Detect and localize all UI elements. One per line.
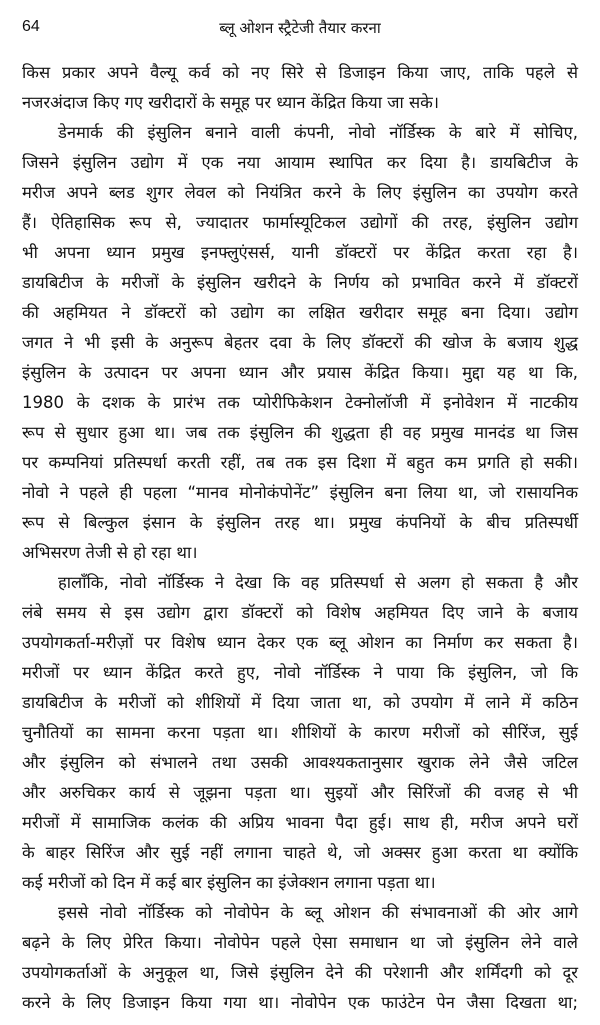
text-line: डायबिटीज के मरीजों के इंसुलिन खरीदने के निर्णय को प्रभावित करने में डॉक्टरों <box>22 273 578 292</box>
text-line: जगत ने भी इसी के अनुरूप बेहतर दवा के लिए डॉक्टरों की खोज के बजाय शुद्ध <box>22 333 578 352</box>
text-line: पर कम्पनियां प्रतिस्पर्धा करती रहीं, तब तक इस दिशा में बहुत कम प्रगति हो सकी। <box>22 453 578 472</box>
running-title: ब्लू ओशन स्ट्रैटेजी तैयार करना <box>219 19 381 37</box>
text-line: अभिसरण तेजी से हो रहा था। <box>22 543 198 562</box>
text-line: उपयोगकर्ताओं के अनुकूल था, जिसे इंसुलिन देने की परेशानी और शर्मिंदगी को दूर <box>22 963 578 982</box>
text-line: और इंसुलिन को संभालने तथा उसकी आवश्यकतानुसार खुराक लेने जैसे जटिल <box>22 753 578 772</box>
text-line: मरीजों में सामाजिक कलंक की अप्रिय भावना पैदा हुई। साथ ही, मरीज अपने घरों <box>22 813 578 832</box>
page-number: 64 <box>22 18 40 35</box>
text-line: हैं। ऐतिहासिक रूप से, ज्यादातर फार्मास्यूटिकल उद्योगों की तरह, इंसुलिन उद्योग <box>22 213 578 232</box>
text-line: मरीज अपने ब्लड शुगर लेवल को नियंत्रित करने के लिए इंसुलिन का उपयोग करते <box>22 183 578 202</box>
text-line: डेनमार्क की इंसुलिन बनाने वाली कंपनी, नोवो नॉर्डिस्क के बारे में सोचिए, <box>58 123 578 142</box>
text-line: नजरअंदाज किए गए खरीदारों के समूह पर ध्यान केंद्रित किया जा सके। <box>22 93 440 112</box>
text-line: करने के लिए डिजाइन किया गया था। नोवोपेन एक फाउंटेन पेन जैसा दिखता था; <box>22 993 578 1012</box>
text-line: बढ़ने के लिए प्रेरित किया। नोवोपेन पहले ऐसा समाधान था जो इंसुलिन लेने वाले <box>22 933 578 952</box>
text-line: नोवो ने पहले ही पहला “मानव मोनोकंपोनेंट” इंसुलिन बना लिया था, जो रासायनिक <box>22 483 578 502</box>
text-line: किस प्रकार अपने वैल्यू कर्व को नए सिरे से डिजाइन किया जाए, ताकि पहले से <box>22 63 578 82</box>
text-line: और अरुचिकर कार्य से जूझना पड़ता था। सुइयों और सिरिंजों की वजह से भी <box>22 783 578 802</box>
text-line: कई मरीजों को दिन में कई बार इंसुलिन का इंजेक्शन लगाना पड़ता था। <box>22 873 436 892</box>
body-text <box>22 58 578 1018</box>
text-line: भी अपना ध्यान प्रमुख इनफ्लुएंसर्स, यानी डॉक्टरों पर केंद्रित करता रहा है। <box>22 243 578 262</box>
text-line: डायबिटीज के मरीजों को शीशियों में दिया जाता था, को उपयोग में लाने में कठिन <box>22 693 578 712</box>
text-line: के बाहर सिरिंज और सुई नहीं लगाना चाहते थे, जो अक्सर हुआ करता था क्योंकि <box>22 843 578 862</box>
text-line: 1980 के दशक के प्रारंभ तक प्योरीफिकेशन टेक्नोलॉजी में इनोवेशन में नाटकीय <box>22 393 578 412</box>
text-line: रूप से बिल्कुल इंसान के इंसुलिन तरह था। प्रमुख कंपनियों के बीच प्रतिस्पर्धी <box>22 513 578 532</box>
page-header <box>0 18 600 46</box>
text-line: इससे नोवो नॉर्डिस्क को नोवोपेन के ब्लू ओशन की संभावनाओं की ओर आगे <box>58 903 578 922</box>
text-line: हालाँकि, नोवो नॉर्डिस्क ने देखा कि वह प्रतिस्पर्धा से अलग हो सकता है और <box>58 573 578 592</box>
text-line: जिसने इंसुलिन उद्योग में एक नया आयाम स्थापित कर दिया है। डायबिटीज के <box>22 153 578 172</box>
text-line: चुनौतियों का सामना करना पड़ता था। शीशियों के कारण मरीजों को सीरिंज, सुई <box>22 723 578 742</box>
text-line: की अहमियत ने डॉक्टरों को उद्योग का लक्षित खरीदार समूह बना दिया। उद्योग <box>22 303 578 322</box>
text-line: मरीजों पर ध्यान केंद्रित करते हुए, नोवो नॉर्डिस्क ने पाया कि इंसुलिन, जो कि <box>22 663 578 682</box>
text-line: लंबे समय से इस उद्योग द्वारा डॉक्टरों को विशेष अहमियत दिए जाने के बजाय <box>22 603 578 622</box>
text-line: रूप से सुधार हुआ था। जब तक इंसुलिन की शुद्धता ही वह प्रमुख मानदंड था जिस <box>22 423 578 442</box>
text-line: इंसुलिन के उत्पादन पर अपना ध्यान और प्रयास केंद्रित किया। मुद्दा यह था कि, <box>22 363 578 382</box>
text-line: उपयोगकर्ता-मरीज़ों पर विशेष ध्यान देकर एक ब्लू ओशन का निर्माण कर सकता है। <box>22 633 578 652</box>
